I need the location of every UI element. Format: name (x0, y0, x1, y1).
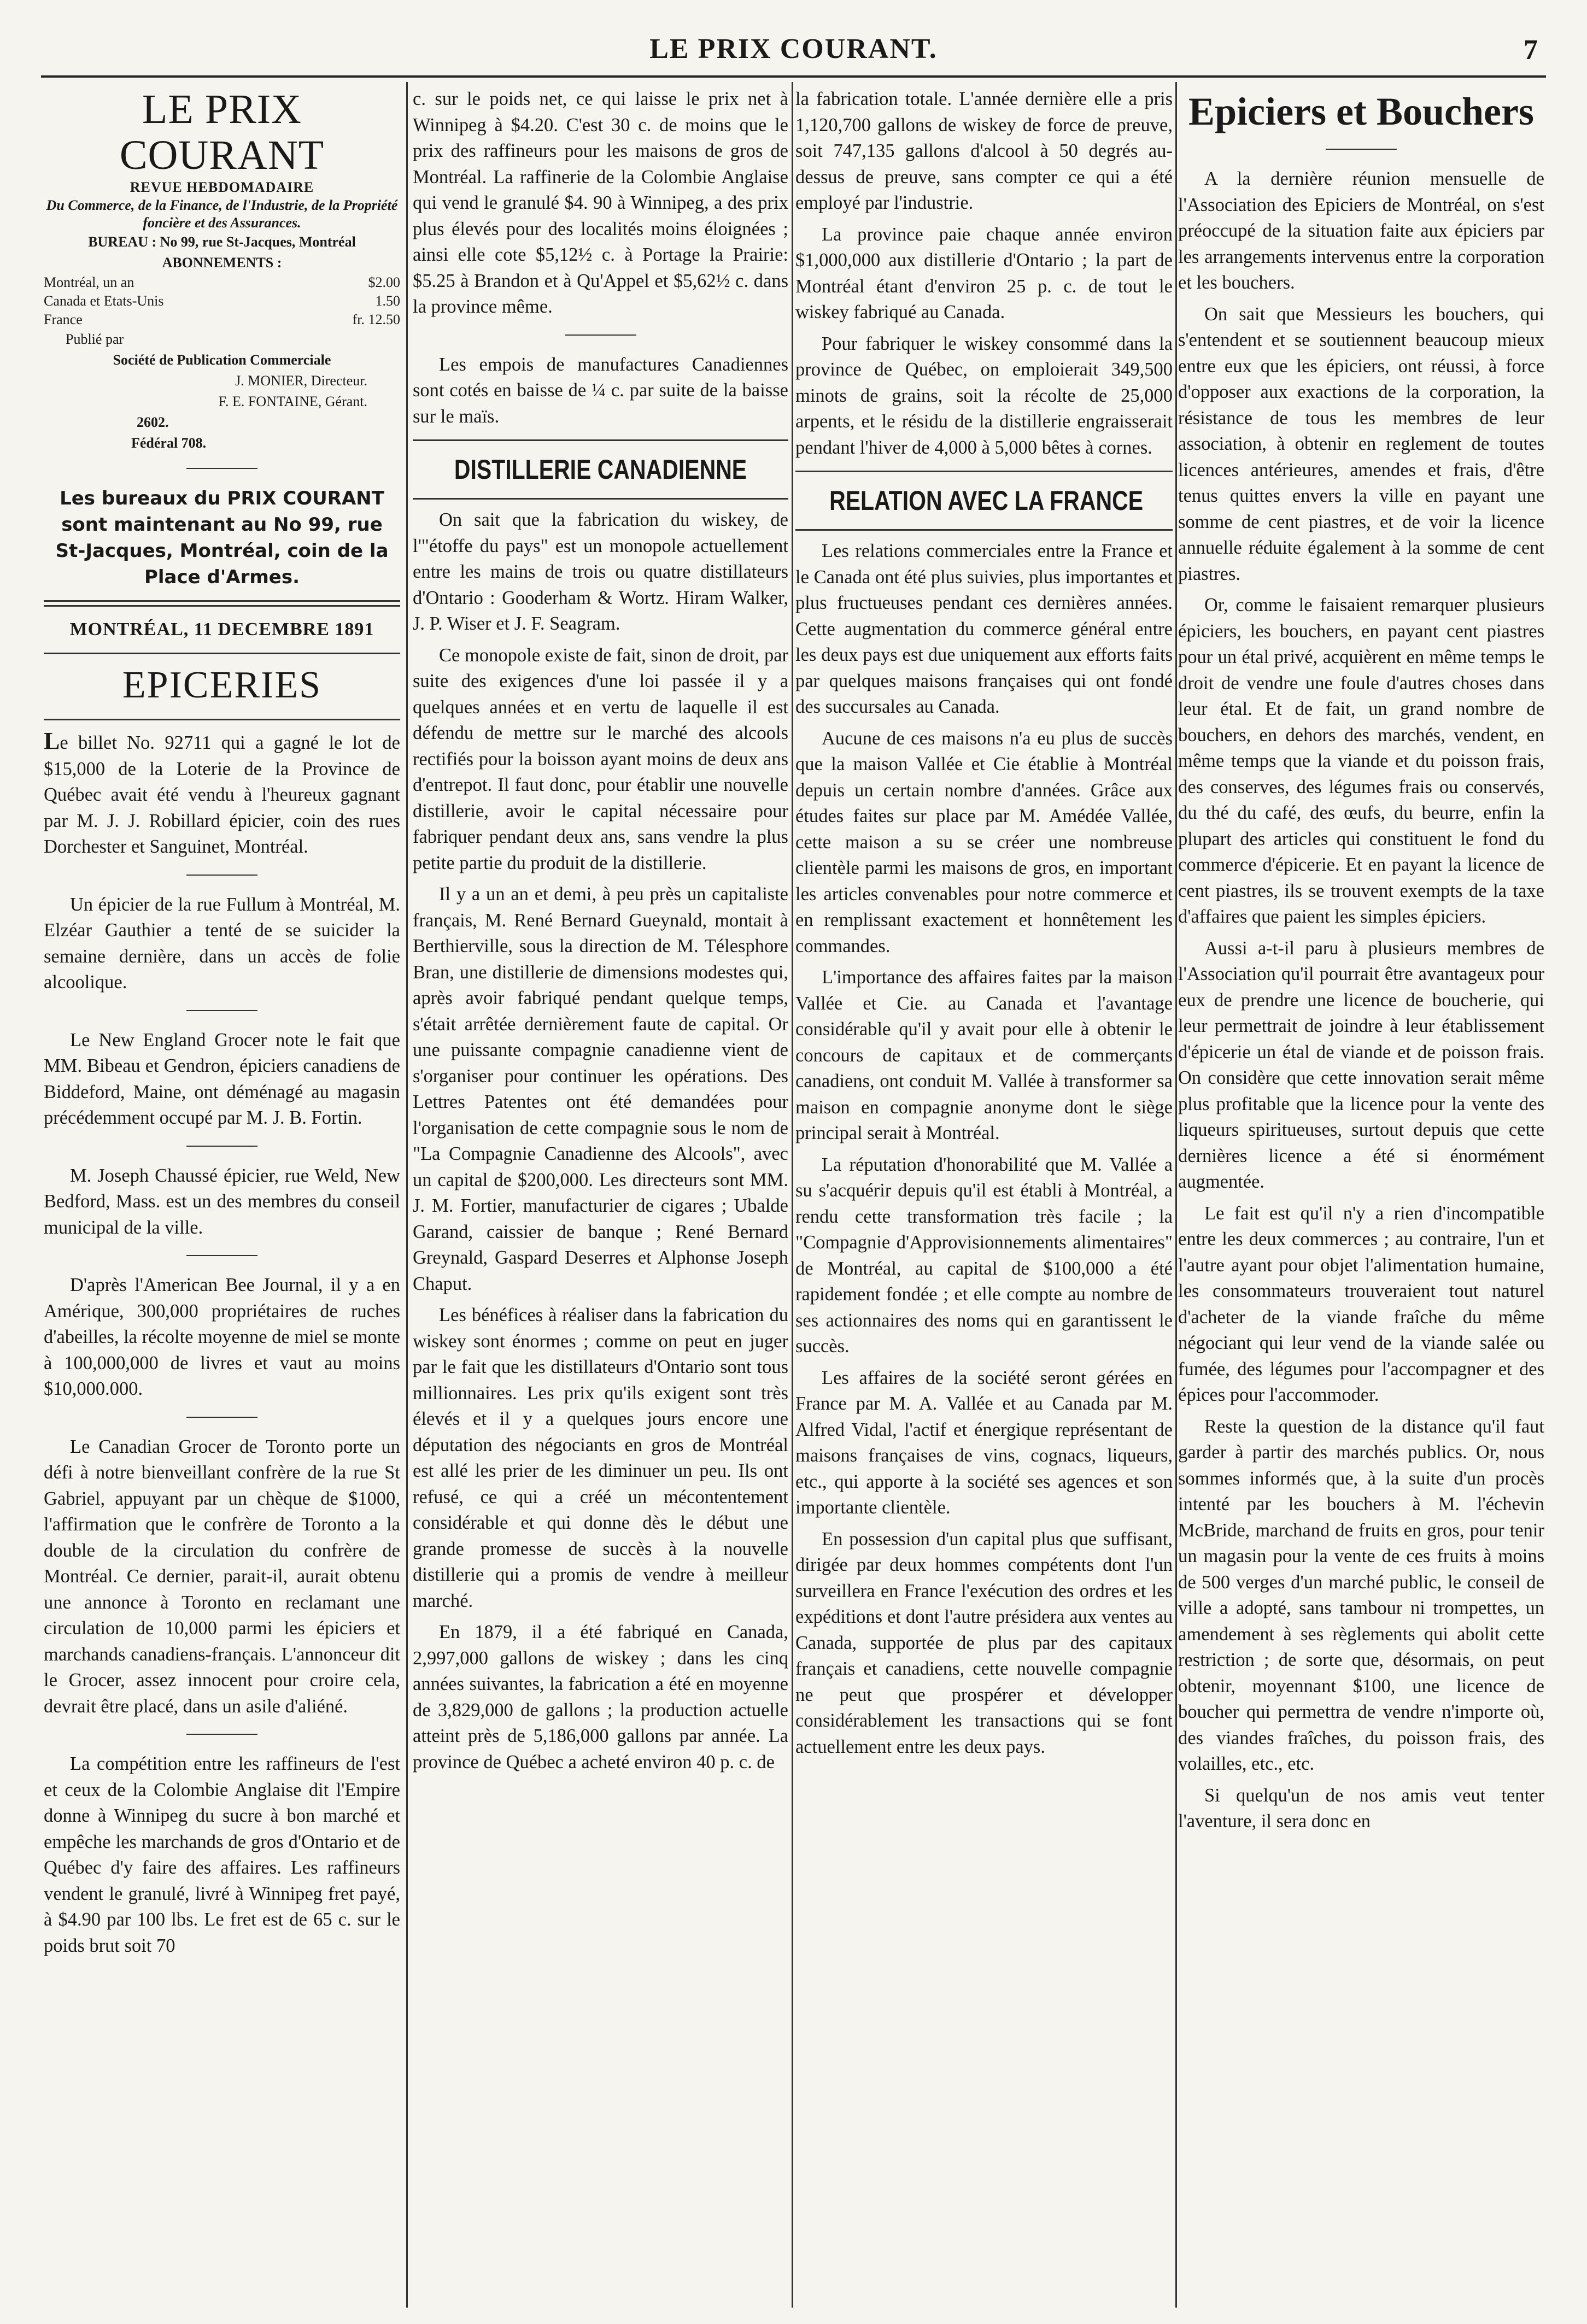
article-paragraph: La compétition entre les raffineurs de l'est et ceux de la Colombie Anglaise dit l'Empire donne à Winnipeg du sucre à bon marché et empêche les marchands de gros d'Ontario et de Québec d'y faire des affaires. Les raffineurs vendent le granulé, livré à Winnipeg fret payé, à $4.90 par 100 lbs. Le fret est de 65 c. sur le poids brut soit 70 (44, 1753, 400, 1956)
article-paragraph: Aussi a-t-il paru à plusieurs membres de l'Association qu'il pourrait être avantageux pour eux de prendre une licence de boucherie, qui leur permettrait de joindre à leur établissement d'épicerie un étal de viande et de poisson frais. On considère que cette innovation serait même plus profitable que la licence pour la vente des liqueurs spiritueuses, surtout depuis que cette dernières licence a été si énormément augmentée. (1178, 937, 1544, 1192)
article-paragraph: Les bénéfices à réaliser dans la fabrication du wiskey sont énormes ; comme on peut en juger par le fait que les distillateurs d'Ontario sont tous millionnaires. Les prix qu'ils exigent sont très élevés et il y a quelques jours encore une députation des négociants en gros de Montréal est allé les prier de les diminuer un peu. Ils ont refusé, ce qui a créé un mécontentement considérable et qui donne dès le début une grande promesse de succès à la nouvelle distillerie qui a promis de vendre à meilleur marché. (413, 1305, 788, 1611)
column-3 (795, 86, 1173, 2302)
article-paragraph: Les relations commerciales entre la France et le Canada ont été plus suivies, plus importantes et plus fructueuses pendant ces dernières années. Cette augmentation du commerce général entre les deux pays est due uniquement aux efforts faits par quelques maisons françaises qui ont fondé des succursales au Canada. (795, 541, 1173, 717)
article-paragraph: La province paie chaque année environ $1,000,000 aux distillerie d'Ontario ; la part de Montréal étant d'environ 25 p. c. de tout le wiskey fabriqué au Canada. (795, 224, 1173, 322)
price-value: $2.00 (368, 274, 400, 290)
rule (413, 498, 788, 500)
column-rule (792, 82, 793, 2308)
article-paragraph: Si quelqu'un de nos amis veut tenter l'aventure, il sera donc en (1178, 1785, 1544, 1832)
article-paragraph: On sait que la fabrication du wiskey, de l'"étoffe du pays" est un monopole actuellement entre les mains de trois ou quatre distillateurs d'Ontario : Gooderham & Wortz. Hiram Walker, J. P. Wiser et J. F. Seagram. (413, 509, 788, 634)
masthead-title: LE PRIX COURANT (119, 86, 325, 178)
column-4 (1178, 86, 1544, 2302)
dateline: MONTRÉAL, 11 DECEMBRE 1891 (69, 619, 374, 639)
separator (186, 1010, 257, 1011)
article-paragraph: c. sur le poids net, ce qui laisse le prix net à Winnipeg à $4.20. C'est 30 c. de moins que le prix des raffineurs pour les maisons de gros de Montréal. La raffinerie de la Colombie Anglaise qui vend le granulé $4. 90 à Winnipeg, a des prix plus élevés pour des localités moins éloignées ; ainsi elle cote $5,12½ c. à Portage la Prairie: $5.25 à Brandon et à Qu'Appel et $5,62½ c. dans la province même. (413, 89, 788, 317)
page-number: 7 (1524, 34, 1538, 66)
column-rule (1175, 82, 1177, 2308)
separator (186, 1146, 257, 1147)
article-paragraph: Un épicier de la rue Fullum à Montréal, M. Elzéar Gauthier a tenté de se suicider la semaine dernière, dans un accès de folie alcoolique. (44, 894, 400, 993)
separator (186, 468, 257, 469)
article-paragraph: Le fait est qu'il n'y a rien d'incompatible entre les deux commerces ; au contraire, l'un et l'autre ayant pour objet l'alimentation humaine, les consommateurs trouveraient tout naturel d'acheter de la viande fraîche du même négociant qui leur vend de la viande salée ou fumée, des légumes pour l'accompagner et des épices pour l'accommoder. (1178, 1202, 1544, 1405)
header-rule (41, 75, 1546, 78)
article-heading: Epiciers et Bouchers (1188, 90, 1534, 133)
double-rule (44, 600, 400, 607)
article-paragraph: Le Canadian Grocer de Toronto porte un défi à notre bienveillant confrère de la rue St Gabriel, appuyant par un chèque de $1000, l'affirmation que le confrère de Toronto a la double de la circulation du confrère de Montréal. Ce dernier, parait-il, aurait obtenu une annonce à Toronto en reclamant une circulation de 10,000 parmi les épiciers et marchands canadiens-français. L'annonceur dit le Grocer, assez innocent pour croire cela, devrait être placé, dans un asile d'aliéné. (44, 1436, 400, 1717)
article-heading: RELATION AVEC LA FRANCE (829, 485, 1144, 516)
running-head: LE PRIX COURANT. (649, 33, 938, 64)
price-row (44, 292, 400, 310)
section-heading: EPICERIES (122, 664, 322, 706)
drop-cap: L (44, 727, 60, 754)
masthead-directeur: J. MONIER, Directeur. (235, 373, 367, 389)
price-row (44, 310, 400, 329)
column-1 (44, 86, 400, 2302)
price-label: Montréal, un an (44, 274, 134, 290)
article-heading: DISTILLERIE CANADIENNE (454, 454, 747, 485)
masthead-gerant: F. E. FONTAINE, Gérant. (218, 394, 367, 409)
article-paragraph: Pour fabriquer le wiskey consommé dans la province de Québec, on emploierait 349,500 minots de grains, soit la récolte de 25,000 arpents, et le résidu de la distillerie engraisserait pendant l'hiver de 4,000 à 5,000 bêtes à cornes. (795, 333, 1173, 458)
price-value: 1.50 (375, 293, 400, 309)
article-paragraph: On sait que Messieurs les bouchers, qui s'entendent et se soutiennent beaucoup mieux entre eux que les épiciers, ont réussi, à force d'opposer aux exactions de la corporation, la résistance de tous les membres de leur association, à obtenir en reglement de toutes licences antérieures, amendes et frais, d'être tenus quittes envers la ville en payant une somme de cent piastres, et de voir la licence annuelle réduite également à la somme de cent piastres. (1178, 303, 1544, 584)
masthead-bell: 2602. (137, 414, 169, 430)
rule (413, 439, 788, 441)
masthead-subtitle: REVUE HEBDOMADAIRE (130, 179, 314, 195)
article-paragraph: la fabrication totale. L'année dernière elle a pris 1,120,700 gallons de wiskey de force de preuve, soit 747,135 gallons d'alcool à 50 degrés au-dessus de preuve, sans compter ce qui a été employé par l'industrie. (795, 89, 1173, 213)
masthead-federal: Fédéral 708. (131, 435, 207, 451)
paragraph-text: e billet No. 92711 qui a gagné le lot de $15,000 de la Loterie de la Province de Québec avait été vendu à l'heureux gagnant par M. J. J. Robillard épicier, coin des rues Dorchester et Sanguinet, Montréal. (44, 732, 400, 857)
article-paragraph: A la dernière réunion mensuelle de l'Association des Epiciers de Montréal, on s'est préoccupé de la situation faite aux épiciers par les arrangements intervenus entre la corporation et les bouchers. (1178, 168, 1544, 293)
masthead-description: Du Commerce, de la Finance, de l'Industrie, de la Propriété foncière et des Assurances. (46, 197, 398, 231)
article-paragraph: Il y a un an et demi, à peu près un capitaliste français, M. René Bernard Gueynald, montait à Berthierville, sous la direction de M. Télesphore Bran, une distillerie de dimensions modestes qui, après avoir fabriqué pendant quelque temps, s'était arrêtée dernièrement faute de capital. Or une puissante compagnie canadienne vient de s'organiser pour continuer les opérations. Des Lettres Patentes ont été demandées pour l'organisation de cette compagnie sous le nom de "La Compagnie Canadienne des Alcools", avec un capital de $200,000. Les directeurs sont MM. J. M. Fortier, manufacturier de cigares ; Ubalde Garand, caissier de banque ; René Bernard Greynald, Gaspard Deserres et Alphonse Joseph Chaput. (413, 884, 788, 1294)
price-label: France (44, 312, 83, 327)
article-paragraph: Ce monopole existe de fait, sinon de droit, par suite des exigences d'une loi passée il y a quelques années et en vertu de laquelle il est défendu de mettre sur le marché des alcools rectifiés pour la boisson ayant moins de deux ans d'entrepot. Il faut donc, pour établir une nouvelle distillerie, avoir le capital nécessaire pour fabriquer pendant deux ans, sans vendre la plus petite partie du produit de la distillerie. (413, 644, 788, 873)
price-label: Canada et Etats-Unis (44, 293, 164, 309)
article-paragraph: D'après l'American Bee Journal, il y a en Amérique, 300,000 propriétaires de ruches d'abeilles, la récolte moyenne de miel se monte à 100,000,000 de livres et vaut au moins $10,000.000. (44, 1275, 400, 1399)
masthead-publie-par: Publié par (66, 331, 124, 347)
separator (1326, 149, 1397, 150)
price-row (44, 273, 400, 292)
separator (186, 1417, 257, 1418)
article-paragraph: En possession d'un capital plus que suffisant, dirigée par deux hommes compétents dont l'un surveillera en France l'exécution des ordres et les expéditions et dont l'autre présidera aux ventes au Canada, supportée de plus par des capitaux français et canadiens, cette nouvelle compagnie ne peut que prospérer et développer considérablement les transactions qui se font actuellement entre les deux pays. (795, 1528, 1173, 1757)
article-paragraph: Aucune de ces maisons n'a eu plus de succès que la maison Vallée et Cie établie à Montréal depuis un certain nombre d'années. Grâce aux études faites sur place par M. Amédée Vallée, cette maison a su se créer une nombreuse clientèle parmi les maisons de gros, en important les articles convenables pour notre commerce et en remplissant exactement et honnêtement les commandes. (795, 727, 1173, 956)
article-paragraph: La réputation d'honorabilité que M. Vallée a su s'acquérir depuis qu'il est établi à Montréal, a rendu cette transformation très facile ; la "Compagnie d'Approvisionnements alimentaires" de Montréal, au capital de $100,000 a été rapidement fondée ; et elle compte au nombre de ses actionnaires des noms qui en garantissent le succès. (795, 1154, 1173, 1357)
article-paragraph: Reste la question de la distance qu'il faut garder à partir des marchés publics. Or, nous sommes informés que, à la suite d'un procès intenté par les bouchers à M. l'échevin McBride, marchand de fruits en gros, pour tenir un magasin pour la vente de ces fruits à moins de 500 verges d'un marché public, le conseil de ville a adopté, sans tambour ni trompettes, un amendement à ses règlements qui abolit cette restriction ; de sorte que, désormais, on peut obtenir, moyennant $100, une licence de boucher qui permettra de vendre n'importe où, des viandes fraîches, du poisson frais, des volailles, etc., etc. (1178, 1416, 1544, 1774)
separator (186, 1734, 257, 1735)
separator (186, 875, 257, 876)
rule (44, 719, 400, 720)
rule (795, 529, 1173, 531)
article-paragraph: Les empois de manufactures Canadiennes sont cotés en baisse de ¼ c. par suite de la baisse sur le maïs. (413, 354, 788, 427)
article-paragraph: Or, comme le faisaient remarquer plusieurs épiciers, les bouchers, en payant cent piastres pour un étal privé, acquièrent en même temps le droit de vendre une foule d'autres choses dans leur étal. Et de fait, un grand nombre de bouchers, en dehors des marchés, vendent, en même temps que la viande et du poisson frais, des conserves, des légumes frais ou conservés, du thé du café, des œufs, du beurre, enfin la plupart des articles qui constituent le fond du commerce d'épicerie. Et en payant la licence de cent piastres, ils se trouvent exempts de la taxe d'affaires que paient les simples épiciers. (1178, 595, 1544, 927)
masthead-bureau: BUREAU : No 99, rue St-Jacques, Montréal (88, 234, 356, 250)
article-paragraph (44, 728, 400, 860)
article-paragraph: L'importance des affaires faites par la maison Vallée et Cie. au Canada et l'avantage considérable qu'il y avait pour elle à obtenir le concours de capitaux et de commerçants canadiens, ont conduit M. Vallée à transformer sa maison en compagnie anonyme dont le siège principal serait à Montréal. (795, 967, 1173, 1143)
rule (44, 653, 400, 654)
article-paragraph: Les affaires de la société seront gérées en France par M. A. Vallée et au Canada par M. Alfred Vidal, l'actif et énergique représentant de maisons françaises de vins, cognacs, liqueurs, etc., qui apporte à la société ses agences et son importante clientèle. (795, 1367, 1173, 1518)
separator (565, 334, 636, 336)
masthead-abonnements: ABONNEMENTS : (162, 255, 282, 271)
office-notice: Les bureaux du PRIX COURANT sont maintenant au No 99, rue St-Jacques, Montréal, coin de la Place d'Armes. (55, 488, 389, 588)
separator (186, 1255, 257, 1256)
article-paragraph: Le New England Grocer note le fait que MM. Bibeau et Gendron, épiciers canadiens de Biddeford, Maine, ont déménagé au magasin précédemment occupé par M. J. B. Fortin. (44, 1029, 400, 1128)
price-value: fr. 12.50 (352, 312, 400, 327)
column-2 (413, 86, 788, 2302)
article-paragraph: M. Joseph Chaussé épicier, rue Weld, New Bedford, Mass. est un des membres du conseil municipal de la ville. (44, 1165, 400, 1238)
masthead-societe: Société de Publication Commerciale (113, 352, 331, 368)
article-paragraph: En 1879, il a été fabriqué en Canada, 2,997,000 gallons de wiskey ; dans les cinq années suivantes, la fabrication a été en moyenne de 3,829,000 de gallons ; la production actuelle atteint près de 5,186,000 gallons par année. La province de Québec a acheté environ 40 p. c. de (413, 1622, 788, 1773)
column-rule (406, 82, 408, 2308)
rule (795, 471, 1173, 472)
